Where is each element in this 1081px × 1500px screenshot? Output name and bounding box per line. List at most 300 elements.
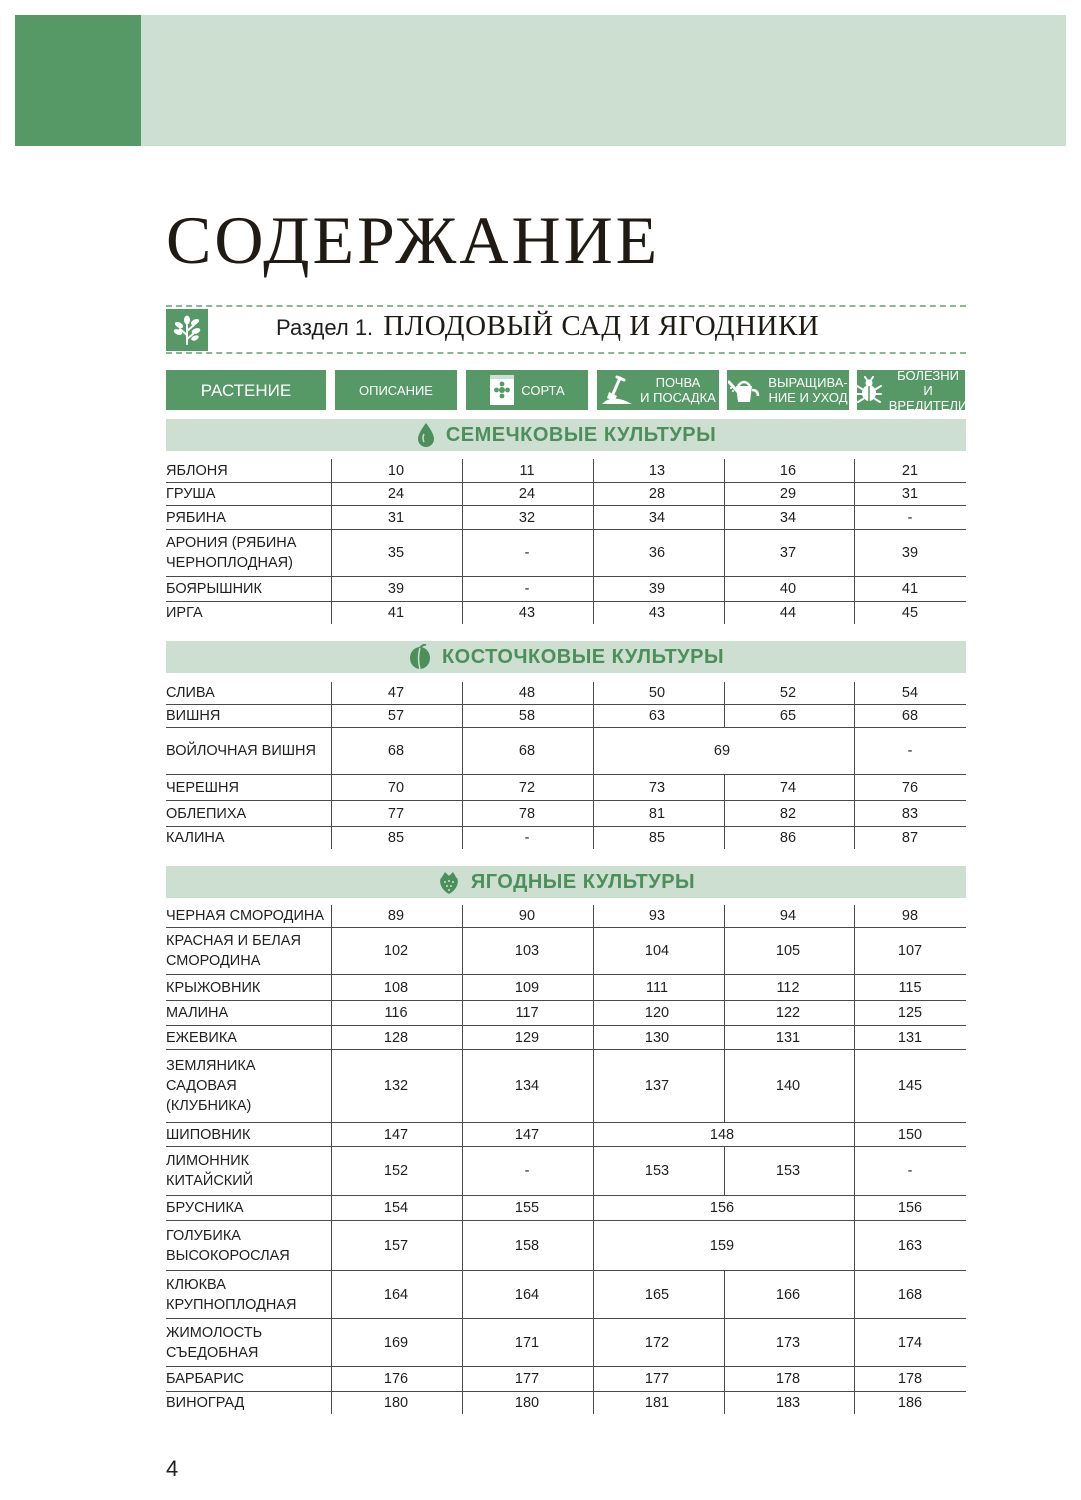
- column-separator: [593, 1196, 594, 1220]
- table-row: [166, 1392, 966, 1414]
- column-separator: [331, 1271, 332, 1318]
- table-row: [166, 1271, 966, 1319]
- column-separator: [593, 1123, 594, 1146]
- column-separator: [462, 801, 463, 826]
- page-ref[interactable]: 117: [515, 1005, 539, 1021]
- group-title: КОСТОЧКОВЫЕ КУЛЬТУРЫ: [441, 645, 725, 668]
- page-ref[interactable]: -: [524, 830, 530, 846]
- page-ref[interactable]: 94: [779, 908, 797, 924]
- column-separator: [462, 483, 463, 505]
- column-separator: [724, 530, 725, 576]
- bug-icon: [855, 376, 883, 404]
- page-ref[interactable]: 11: [519, 462, 535, 479]
- column-separator: [724, 506, 725, 529]
- page-ref[interactable]: 128: [383, 1029, 409, 1046]
- column-separator: [331, 1050, 332, 1122]
- page-ref[interactable]: 76: [901, 779, 919, 796]
- column-separator: [593, 775, 594, 800]
- column-separator: [331, 602, 332, 624]
- page-ref[interactable]: 16: [779, 462, 797, 479]
- page-ref[interactable]: 157: [383, 1237, 409, 1254]
- page-ref[interactable]: 69: [713, 743, 731, 759]
- column-separator: [724, 1367, 725, 1391]
- page-ref[interactable]: 148: [709, 1126, 735, 1143]
- table-row: [166, 827, 966, 849]
- page-ref[interactable]: 10: [387, 462, 405, 479]
- column-separator: [724, 577, 725, 601]
- column-separator: [462, 1001, 463, 1025]
- column-separator: [854, 928, 855, 974]
- column-separator: [724, 1147, 725, 1195]
- strawberry-icon: [437, 869, 461, 895]
- page-ref[interactable]: 115: [898, 979, 922, 996]
- page-ref[interactable]: 58: [518, 708, 536, 724]
- column-separator: [593, 682, 594, 704]
- column-header-4: [727, 370, 849, 410]
- column-separator: [854, 1147, 855, 1195]
- page-ref[interactable]: 85: [387, 830, 405, 846]
- watering-can-icon: [728, 376, 762, 404]
- page-ref[interactable]: 153: [775, 1163, 801, 1179]
- column-separator: [462, 1026, 463, 1049]
- page-ref[interactable]: -: [524, 581, 530, 597]
- table-row: [166, 1319, 966, 1367]
- tree-icon: [166, 309, 208, 351]
- page-ref[interactable]: 166: [775, 1286, 801, 1303]
- plant-name: МАЛИНА: [166, 1005, 229, 1021]
- plant-name: ЕЖЕВИКА: [166, 1029, 237, 1046]
- section-divider-bottom: [166, 352, 966, 354]
- page-ref[interactable]: 174: [897, 1334, 923, 1351]
- section-heading: [276, 310, 819, 350]
- column-separator: [593, 1026, 594, 1049]
- page-ref[interactable]: 137: [644, 1078, 670, 1094]
- page-ref[interactable]: 72: [518, 779, 536, 796]
- plant-name: АРОНИЯ (РЯБИНА ЧЕРНОПЛОДНАЯ): [166, 535, 297, 571]
- column-separator: [854, 483, 855, 505]
- column-separator: [593, 459, 594, 482]
- page-ref[interactable]: 171: [514, 1334, 540, 1351]
- page-ref[interactable]: 68: [387, 743, 405, 759]
- column-separator: [854, 801, 855, 826]
- page-ref[interactable]: 155: [514, 1200, 540, 1216]
- plum-icon: [408, 644, 432, 670]
- seed-icon: [416, 422, 436, 448]
- column-separator: [331, 1392, 332, 1414]
- table-row: [166, 775, 966, 801]
- page-ref[interactable]: 93: [648, 908, 666, 924]
- column-separator: [593, 1147, 594, 1195]
- plant-name: ВИШНЯ: [166, 708, 221, 724]
- column-separator: [462, 1271, 463, 1318]
- column-header-3: [597, 370, 719, 410]
- page-ref[interactable]: 147: [383, 1126, 409, 1143]
- page-ref[interactable]: 41: [901, 581, 919, 597]
- table-row: [166, 1196, 966, 1221]
- column-separator: [724, 682, 725, 704]
- table-row: [166, 1001, 966, 1026]
- column-separator: [593, 975, 594, 1000]
- plant-name: ЗЕМЛЯНИКА САДОВАЯ (КЛУБНИКА): [166, 1058, 256, 1114]
- page-ref[interactable]: 21: [901, 462, 919, 479]
- page-ref[interactable]: 73: [648, 779, 666, 796]
- page-ref[interactable]: 103: [514, 943, 540, 959]
- column-header-label: ВЫРАЩИВА- НИЕ И УХОД: [768, 375, 848, 405]
- column-separator: [462, 705, 463, 727]
- page-ref[interactable]: 181: [644, 1395, 670, 1411]
- table-row: [166, 975, 966, 1001]
- column-separator: [593, 1392, 594, 1414]
- column-separator: [854, 827, 855, 849]
- page-ref[interactable]: 132: [383, 1078, 409, 1094]
- page-ref[interactable]: 43: [648, 605, 666, 621]
- column-separator: [331, 483, 332, 505]
- column-separator: [462, 1367, 463, 1391]
- column-separator: [462, 1221, 463, 1270]
- page-ref[interactable]: 54: [901, 685, 919, 701]
- page-ref[interactable]: 31: [901, 486, 919, 502]
- page-ref[interactable]: 153: [644, 1163, 670, 1179]
- page-ref[interactable]: 98: [901, 908, 919, 924]
- column-separator: [724, 459, 725, 482]
- page-ref[interactable]: 24: [387, 486, 405, 502]
- column-separator: [724, 905, 725, 927]
- column-separator: [462, 682, 463, 704]
- page-ref[interactable]: -: [907, 743, 913, 759]
- page-ref[interactable]: 156: [709, 1200, 735, 1216]
- column-header-label: ОПИСАНИЕ: [359, 382, 433, 398]
- page-ref[interactable]: 28: [648, 486, 666, 502]
- page-ref[interactable]: 77: [387, 805, 405, 822]
- page-ref[interactable]: 177: [644, 1371, 670, 1387]
- page-ref[interactable]: 112: [776, 979, 800, 996]
- page-ref[interactable]: 165: [644, 1286, 670, 1303]
- column-separator: [593, 928, 594, 974]
- column-separator: [462, 975, 463, 1000]
- table-row: [166, 530, 966, 577]
- group-title: СЕМЕЧКОВЫЕ КУЛЬТУРЫ: [445, 423, 717, 446]
- page-ref[interactable]: 104: [644, 943, 670, 959]
- page-ref[interactable]: 43: [518, 605, 536, 621]
- plant-name: ШИПОВНИК: [166, 1126, 251, 1143]
- page-ref[interactable]: 47: [387, 685, 405, 701]
- page-ref[interactable]: 177: [514, 1371, 540, 1387]
- column-separator: [462, 1319, 463, 1366]
- page-ref[interactable]: 44: [779, 605, 797, 621]
- page-ref[interactable]: 183: [775, 1395, 801, 1411]
- column-separator: [593, 1001, 594, 1025]
- table-row: [166, 1221, 966, 1271]
- page-ref[interactable]: 131: [897, 1029, 923, 1046]
- column-separator: [854, 602, 855, 624]
- table-row: [166, 1050, 966, 1123]
- page-ref[interactable]: 116: [384, 1005, 408, 1021]
- page-ref[interactable]: 83: [901, 805, 919, 822]
- column-separator: [854, 905, 855, 927]
- column-separator: [724, 705, 725, 727]
- page-ref[interactable]: 147: [514, 1126, 540, 1143]
- plant-name: СЛИВА: [166, 685, 215, 701]
- page-ref[interactable]: -: [524, 545, 530, 561]
- page-ref[interactable]: 63: [648, 708, 666, 724]
- page-ref[interactable]: 45: [901, 605, 919, 621]
- header-band-light: [141, 15, 1066, 146]
- column-separator: [724, 483, 725, 505]
- page-ref[interactable]: 140: [775, 1078, 801, 1094]
- header-band-dark: [15, 15, 141, 146]
- page-ref[interactable]: 173: [775, 1334, 801, 1351]
- column-separator: [593, 827, 594, 849]
- column-separator: [593, 1319, 594, 1366]
- column-separator: [724, 1319, 725, 1366]
- group-title: ЯГОДНЫЕ КУЛЬТУРЫ: [470, 870, 696, 893]
- plant-name: ВИНОГРАД: [166, 1395, 245, 1411]
- plant-name: КРЫЖОВНИК: [166, 979, 261, 996]
- page-ref[interactable]: 159: [709, 1237, 735, 1254]
- page-ref[interactable]: 36: [648, 545, 666, 561]
- column-separator: [593, 530, 594, 576]
- column-separator: [593, 705, 594, 727]
- page-ref[interactable]: 130: [644, 1029, 670, 1046]
- page-ref[interactable]: 35: [387, 545, 405, 561]
- page-ref[interactable]: 31: [387, 509, 405, 526]
- page-ref[interactable]: 152: [383, 1163, 409, 1179]
- page-ref[interactable]: 129: [514, 1029, 540, 1046]
- column-separator: [854, 1271, 855, 1318]
- table-row: [166, 905, 966, 928]
- column-header-1: [335, 370, 457, 410]
- column-separator: [724, 928, 725, 974]
- column-separator: [462, 905, 463, 927]
- column-separator: [854, 1123, 855, 1146]
- page-ref[interactable]: 145: [897, 1078, 923, 1094]
- page-ref[interactable]: 111: [645, 979, 669, 996]
- column-separator: [331, 577, 332, 601]
- column-separator: [593, 905, 594, 927]
- page-number: 4: [166, 1456, 179, 1481]
- column-separator: [331, 801, 332, 826]
- plant-name: ИРГА: [166, 605, 203, 621]
- column-separator: [331, 705, 332, 727]
- page-ref[interactable]: 163: [897, 1237, 923, 1254]
- column-separator: [724, 1026, 725, 1049]
- plant-name: РЯБИНА: [166, 509, 226, 526]
- table-row: [166, 483, 966, 506]
- column-separator: [854, 1319, 855, 1366]
- column-separator: [593, 483, 594, 505]
- page-ref[interactable]: 105: [775, 943, 801, 959]
- column-separator: [462, 1392, 463, 1414]
- column-separator: [854, 1001, 855, 1025]
- column-separator: [724, 1271, 725, 1318]
- column-separator: [331, 459, 332, 482]
- column-separator: [854, 1367, 855, 1391]
- column-separator: [593, 602, 594, 624]
- page-ref[interactable]: 107: [897, 943, 923, 959]
- page-ref[interactable]: 172: [644, 1334, 670, 1351]
- page-ref[interactable]: 29: [779, 486, 797, 502]
- column-separator: [854, 975, 855, 1000]
- column-separator: [462, 506, 463, 529]
- column-separator: [331, 1147, 332, 1195]
- page-ref[interactable]: 87: [901, 830, 919, 846]
- page-ref[interactable]: 90: [518, 908, 536, 924]
- page-ref[interactable]: 37: [779, 545, 797, 561]
- column-separator: [724, 1001, 725, 1025]
- page-ref[interactable]: 68: [901, 708, 919, 724]
- table-row: [166, 1147, 966, 1196]
- page-title: СОДЕРЖАНИЕ: [166, 202, 661, 278]
- page-ref[interactable]: 180: [383, 1395, 409, 1411]
- column-separator: [854, 530, 855, 576]
- page-ref[interactable]: 39: [387, 581, 405, 597]
- column-separator: [331, 1319, 332, 1366]
- column-separator: [462, 1147, 463, 1195]
- page-ref[interactable]: 24: [518, 486, 536, 502]
- section-title: ПЛОДОВЫЙ САД И ЯГОДНИКИ: [383, 310, 820, 342]
- column-separator: [854, 1026, 855, 1049]
- page-ref[interactable]: 48: [518, 685, 536, 701]
- column-separator: [331, 905, 332, 927]
- page-ref[interactable]: 74: [779, 779, 797, 796]
- column-separator: [854, 506, 855, 529]
- page-ref[interactable]: 41: [387, 605, 405, 621]
- column-separator: [462, 530, 463, 576]
- page-ref[interactable]: 50: [648, 685, 666, 701]
- group-header-2: [166, 866, 966, 898]
- page-ref[interactable]: 78: [518, 805, 536, 822]
- page-ref[interactable]: 82: [779, 805, 797, 822]
- page-ref[interactable]: 158: [514, 1237, 540, 1254]
- seed-packet-icon: [489, 374, 515, 406]
- page-ref[interactable]: 34: [648, 509, 666, 526]
- column-separator: [593, 1367, 594, 1391]
- page-ref[interactable]: 168: [897, 1286, 923, 1303]
- page-ref[interactable]: 164: [514, 1286, 540, 1303]
- table-row: [166, 577, 966, 602]
- page-ref[interactable]: 32: [518, 509, 536, 526]
- column-separator: [331, 1026, 332, 1049]
- column-separator: [854, 1196, 855, 1220]
- column-separator: [854, 459, 855, 482]
- column-separator: [854, 1392, 855, 1414]
- page-ref[interactable]: 122: [775, 1005, 801, 1021]
- page-ref[interactable]: -: [907, 1163, 913, 1179]
- column-separator: [331, 1001, 332, 1025]
- page-ref[interactable]: 150: [897, 1126, 923, 1143]
- page-ref[interactable]: -: [524, 1163, 530, 1179]
- page-ref[interactable]: 169: [383, 1334, 409, 1351]
- page-ref[interactable]: 70: [387, 779, 405, 796]
- page-ref[interactable]: 134: [514, 1078, 540, 1094]
- column-separator: [854, 577, 855, 601]
- page-ref[interactable]: 120: [644, 1005, 670, 1021]
- table-row: [166, 1026, 966, 1050]
- page-ref[interactable]: 65: [779, 708, 797, 724]
- page-ref[interactable]: 81: [648, 805, 666, 822]
- page-ref[interactable]: 40: [779, 581, 797, 597]
- page-ref[interactable]: 108: [383, 979, 409, 996]
- table-row: [166, 506, 966, 530]
- column-separator: [331, 975, 332, 1000]
- page-ref[interactable]: 34: [779, 509, 797, 526]
- column-separator: [462, 459, 463, 482]
- page-ref[interactable]: 186: [897, 1395, 923, 1411]
- column-header-label: БОЛЕЗНИ И ВРЕДИТЕЛИ: [888, 367, 968, 413]
- page-ref[interactable]: -: [907, 509, 913, 526]
- page-ref[interactable]: 57: [387, 708, 405, 724]
- page-ref[interactable]: 164: [383, 1286, 409, 1303]
- column-separator: [724, 1050, 725, 1122]
- column-separator: [331, 827, 332, 849]
- page-ref[interactable]: 68: [518, 743, 536, 759]
- table-row: [166, 682, 966, 705]
- page-ref[interactable]: 39: [901, 545, 919, 561]
- column-separator: [724, 827, 725, 849]
- column-separator: [462, 827, 463, 849]
- column-separator: [462, 775, 463, 800]
- column-separator: [331, 928, 332, 974]
- column-separator: [331, 682, 332, 704]
- page-ref[interactable]: 52: [779, 685, 797, 701]
- page-ref[interactable]: 102: [383, 943, 409, 959]
- column-separator: [724, 602, 725, 624]
- column-separator: [331, 728, 332, 774]
- column-header-5: [857, 367, 968, 413]
- plant-name: БОЯРЫШНИК: [166, 581, 262, 597]
- page-ref[interactable]: 131: [775, 1029, 801, 1046]
- page-ref[interactable]: 109: [514, 979, 540, 996]
- column-separator: [462, 728, 463, 774]
- column-separator: [724, 975, 725, 1000]
- page-ref[interactable]: 178: [775, 1371, 801, 1387]
- plant-name: ВОЙЛОЧНАЯ ВИШНЯ: [166, 743, 316, 759]
- column-separator: [331, 775, 332, 800]
- page-ref[interactable]: 178: [897, 1371, 923, 1387]
- page-ref[interactable]: 86: [779, 830, 797, 846]
- column-separator: [462, 602, 463, 624]
- page-ref[interactable]: 176: [383, 1371, 409, 1387]
- plant-name: ЖИМОЛОСТЬ СЪЕДОБНАЯ: [166, 1324, 263, 1361]
- table-row: [166, 1367, 966, 1392]
- column-separator: [331, 1367, 332, 1391]
- page-ref[interactable]: 180: [514, 1395, 540, 1411]
- page-ref[interactable]: 156: [897, 1200, 923, 1216]
- column-separator: [854, 728, 855, 774]
- column-separator: [593, 506, 594, 529]
- page-ref[interactable]: 125: [897, 1005, 923, 1021]
- column-separator: [462, 1196, 463, 1220]
- table-row: [166, 1123, 966, 1147]
- column-header-label: ПОЧВА И ПОСАДКА: [640, 375, 716, 405]
- column-separator: [593, 1271, 594, 1318]
- page-ref[interactable]: 154: [383, 1200, 409, 1216]
- page-ref[interactable]: 39: [648, 581, 666, 597]
- page-ref[interactable]: 85: [648, 830, 666, 846]
- plant-name: КАЛИНА: [166, 830, 225, 846]
- column-header-2: [466, 370, 588, 410]
- plant-name: ЛИМОННИК КИТАЙСКИЙ: [166, 1153, 254, 1189]
- page-ref[interactable]: 13: [648, 462, 666, 479]
- column-separator: [724, 775, 725, 800]
- column-separator: [331, 530, 332, 576]
- plant-name: ОБЛЕПИХА: [166, 805, 247, 822]
- column-separator: [593, 577, 594, 601]
- column-separator: [593, 728, 594, 774]
- page-ref[interactable]: 89: [387, 908, 405, 924]
- group-header-1: [166, 641, 966, 673]
- column-separator: [331, 1123, 332, 1146]
